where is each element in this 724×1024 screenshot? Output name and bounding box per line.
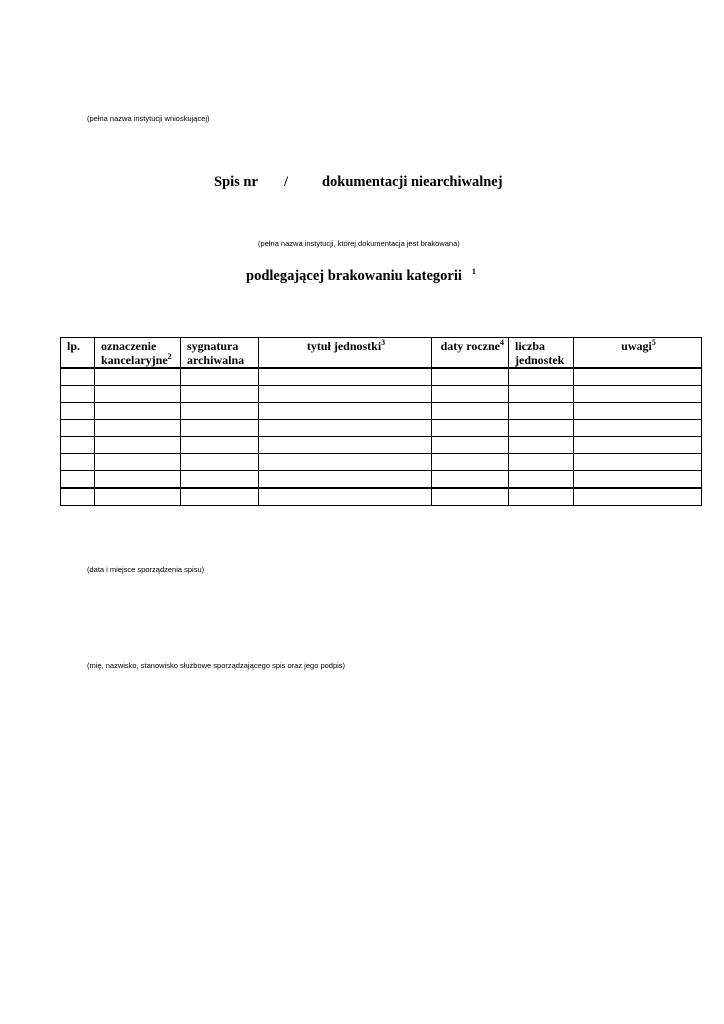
table-cell: [259, 386, 432, 403]
table-cell: [259, 471, 432, 489]
title-slash: /: [283, 174, 288, 190]
table-row: [61, 437, 702, 454]
col-header-daty: daty roczne$^4$: [432, 338, 509, 369]
subtitle-text: podlegającej brakowaniu kategorii: [246, 268, 462, 284]
table-cell: [259, 420, 432, 437]
col-header-tytul: tytuł jednostki$^3$: [259, 338, 432, 369]
table-cell: [432, 386, 509, 403]
title-spis-nr: Spis nr: [214, 174, 258, 190]
table-cell: [181, 471, 259, 489]
table-cell: [259, 488, 432, 506]
table-cell: [259, 437, 432, 454]
table-row: [61, 368, 702, 386]
table-cell: [509, 386, 574, 403]
subtitle-footnote: 1: [471, 267, 476, 277]
table-cell: [61, 368, 95, 386]
table-cell: [61, 420, 95, 437]
table-cell: [95, 454, 181, 471]
signature-caption: (mię, nazwisko, stanowisko służbowe sporządzającego spis oraz jego podpis): [87, 661, 346, 670]
table-cell: [95, 386, 181, 403]
table-cell: [61, 488, 95, 506]
institution-caption-brakowana: (pełna nazwa instytucji, której dokumentacja jest brakowana): [258, 239, 460, 248]
table-header-row: [61, 338, 702, 369]
table-cell: [181, 437, 259, 454]
table-cell: [432, 488, 509, 506]
table-cell: [432, 437, 509, 454]
table-cell: [432, 420, 509, 437]
col-header-lp: lp.: [61, 338, 95, 369]
table-cell: [61, 437, 95, 454]
table-cell: [574, 454, 702, 471]
table-cell: [181, 454, 259, 471]
date-place-caption: (data i miejsce sporządzenia spisu): [87, 565, 205, 574]
table-cell: [259, 454, 432, 471]
table-cell: [432, 403, 509, 420]
table-cell: [61, 386, 95, 403]
table-row: [61, 471, 702, 489]
table-cell: [95, 403, 181, 420]
table-cell: [574, 488, 702, 506]
table-cell: [509, 471, 574, 489]
table-cell: [95, 420, 181, 437]
table-cell: [509, 403, 574, 420]
table-cell: [432, 471, 509, 489]
table-cell: [181, 420, 259, 437]
col-header-liczba: liczba jednostek: [509, 338, 574, 369]
table-cell: [574, 437, 702, 454]
table-cell: [574, 471, 702, 489]
table-cell: [574, 403, 702, 420]
table-row: [61, 403, 702, 420]
table-cell: [259, 368, 432, 386]
table-cell: [574, 386, 702, 403]
table-cell: [509, 488, 574, 506]
table-cell: [509, 420, 574, 437]
table-row: [61, 488, 702, 506]
document-title: [214, 174, 503, 191]
table-body: [61, 368, 702, 506]
table-row: [61, 386, 702, 403]
table-row: [61, 420, 702, 437]
table-cell: [95, 488, 181, 506]
col-header-oznaczenie: oznaczenie kancelaryjne$^2$: [95, 338, 181, 369]
table-cell: [574, 368, 702, 386]
table-cell: [61, 471, 95, 489]
table-cell: [181, 386, 259, 403]
table-cell: [181, 488, 259, 506]
table-cell: [181, 368, 259, 386]
table-cell: [95, 437, 181, 454]
table-cell: [432, 368, 509, 386]
table-cell: [574, 420, 702, 437]
institution-caption: (pełna nazwa instytucji wnioskującej): [87, 114, 210, 123]
table-cell: [509, 454, 574, 471]
document-subtitle: [246, 268, 476, 285]
table-cell: [61, 403, 95, 420]
table-cell: [432, 454, 509, 471]
col-header-sygnatura: sygnatura archiwalna: [181, 338, 259, 369]
col-header-uwagi: uwagi$^5$: [574, 338, 702, 369]
table-cell: [509, 437, 574, 454]
inventory-table: [60, 337, 702, 506]
table-cell: [61, 454, 95, 471]
table-cell: [95, 471, 181, 489]
title-dokumentacji: dokumentacji niearchiwalnej: [321, 174, 503, 190]
table-cell: [95, 368, 181, 386]
table-cell: [181, 403, 259, 420]
table-row: [61, 454, 702, 471]
table-cell: [259, 403, 432, 420]
table-cell: [509, 368, 574, 386]
